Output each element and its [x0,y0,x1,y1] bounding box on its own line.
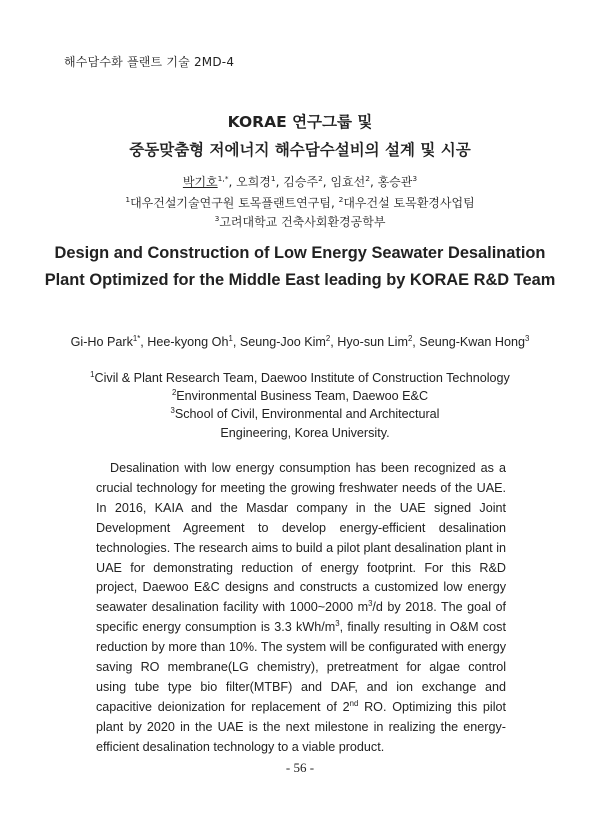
english-title: Design and Construction of Low Energy Seawater Desalination Plant Optimized for the Middle East leading by KORAE R&D Team [44,244,556,289]
korean-affiliations-line2 [0,213,600,230]
korean-author-name: 홍승관 [377,175,413,189]
english-affiliation-3-text: School of Civil, Environmental and Architectural Engineering, Korea University. [174,407,440,440]
english-author-name: Seung-Kwan [419,335,492,349]
korean-author-sup: 2 [365,174,370,183]
korean-affiliation-3: 고려대학교 건축사회환경공학부 [219,215,386,229]
abstract-paragraph [96,459,506,758]
abstract-text-4: RO. Optimizing this pilot plant by 2020 in the UAE is the next milestone in realizing the energy-efficient desalination technology to a viable product. [96,699,506,754]
abstract-text-3: , finally resulting in O&M cost reduction by more than 10%. The system will be configurated with energy saving RO membrane(LG chemistry), pretreatment for algae control using tube type bio filter(MTBF) and DAF, and ion exchange and capacitive deionization for replacement of 2 [96,620,506,714]
running-header: 해수담수화 플랜트 기술 2MD-4 [64,55,235,69]
english-author-sup: 1 [228,333,233,343]
english-author-name: Hyo-sun Lim [337,335,408,349]
korean-author-sup: 3 [412,174,418,183]
abstract-sup-3: nd [349,698,359,708]
aff-num: 1 [90,369,95,379]
english-author-name: Gi-Ho Park [70,335,133,349]
korean-affiliations-line1 [0,194,600,211]
page-number: - 56 - [285,760,315,775]
english-affiliation-1 [0,369,600,388]
korean-authors: 박기호$^{1,*}$, 오희경$^1$, 김승주$^2$, 임효선$^2$, 홍승관$^3$ [182,174,418,189]
english-author-name: Hong [494,335,526,349]
korean-author-name: 김승주 [283,175,319,189]
korean-author-name: 박기호 [182,175,218,189]
korean-author-name: 오희경 [236,175,271,189]
abstract-text-1: Desalination with low energy consumption has been recognized as a crucial technology for meeting the growing freshwater needs of the UAE. In 2016, KAIA and the Masdar company in the UAE signed Joint Development Agreement to develop energy-efficient desalination technologies. The research aims to build a pilot plant desalination plant in UAE for demonstrating reduction of energy footprint. For this R&D project, Daewoo E&C designs and constructs a customized low energy seawater desalination facility with 1000~2000 m [96,461,506,615]
korean-affiliation-2: 대우건설 토목환경사업팀 [343,196,475,210]
english-author-name: Hee-kyong Oh [147,335,229,349]
korean-author-sup: 2 [318,174,323,183]
abstract-sup-1: 3 [368,599,373,609]
korean-author-sup: 1 [270,174,276,183]
aff-num: 3 [170,405,175,415]
korean-author-name: 임효선 [330,175,366,189]
abstract-text-2: /d by 2018. The goal of specific energy consumption is 3.3 kWh/m [96,600,506,635]
abstract-sup-2: 3 [335,619,340,629]
english-author-sup: 2 [325,333,331,343]
english-affiliation-3 [140,405,470,443]
aff-num: 1 [125,195,131,204]
english-affiliation-2-text: Environmental Business Team, Daewoo E&C [176,389,429,403]
english-author-sup: 2 [407,333,413,343]
english-authors: Gi-Ho Park$^{1*}$, Hee-kyong Oh$^1$, Seung-Joo Kim$^2$, Hyo-sun Lim$^2$, Seung-Kwan Hong$^3$ [70,333,530,349]
english-affiliation-1-text: Civil & Plant Research Team, Daewoo Institute of Construction Technology [94,371,510,385]
english-author-sup: 3 [525,333,530,343]
english-affiliation-2 [0,387,600,406]
korean-author-sup: 1,* [217,174,229,183]
aff-num: 2 [338,195,344,204]
korean-affiliation-1: 대우건설기술연구원 토목플랜트연구팀, [130,196,335,210]
aff-num: 2 [171,387,177,397]
korean-title-line2: 중동맞춤형 저에너지 해수담수설비의 설계 및 시공 [129,141,471,159]
aff-num: 3 [214,214,220,223]
english-author-sup: 1* [132,333,141,343]
english-author-name: Seung-Joo Kim [239,335,326,349]
korean-title-line1: KORAE 연구그룹 및 [227,113,373,131]
